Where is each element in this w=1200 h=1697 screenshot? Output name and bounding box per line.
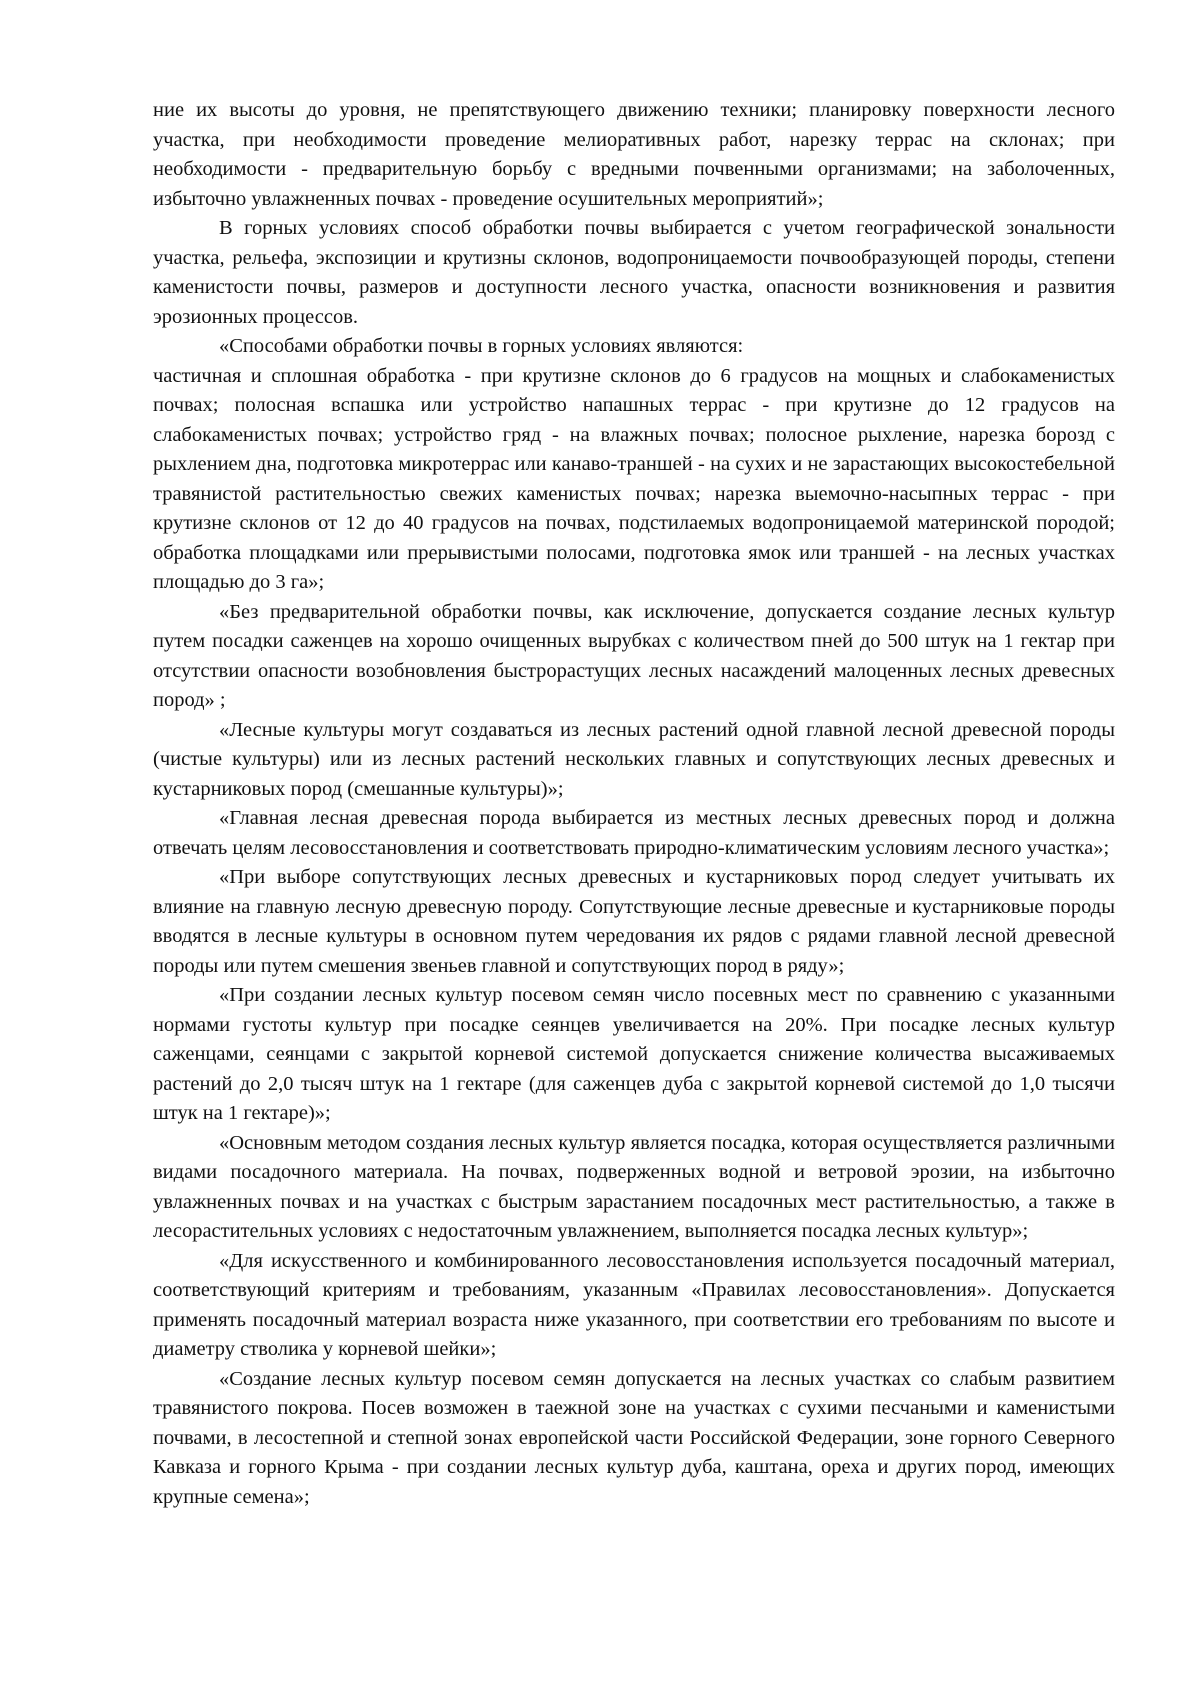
paragraph-2: В горных условиях способ обработки почвы выбирается с учетом географической зональности участка, рельефа, экспозиции и крутизны склонов, водопроницаемости почвообразующей породы, степени каменистости почвы, размеров и доступности лесного участка, опасности возникновения и развития эрозионных процессов. bbox=[153, 217, 1115, 328]
paragraph-6: «Лесные культуры могут создаваться из лесных растений одной главной лесной древесной породы (чистые культуры) или из лесных растений нескольких главных и сопутствующих лесных древесных и кустарниковых пород (смешанные культуры)»; bbox=[153, 718, 1115, 800]
paragraph-8: «При выборе сопутствующих лесных древесных и кустарниковых пород следует учитывать их влияние на главную лесную древесную породу. Сопутствующие лесные древесные и кустарниковые породы вводятся в лесные культуры в основном путем чередования их рядов с рядами главной лесной древесной породы или путем смешения звеньев главной и сопутствующих пород в ряду»; bbox=[153, 866, 1115, 977]
paragraph-3: «Способами обработки почвы в горных условиях являются: bbox=[219, 335, 744, 357]
paragraph-4: частичная и сплошная обработка - при крутизне склонов до 6 градусов на мощных и слабокаменистых почвах; полосная вспашка или устройство напашных террас - при крутизне до 12 градусов на слабокаменистых почвах; устройство гряд - на влажных почвах; полосное рыхление, нарезка борозд с рыхлением дна, подготовка микротеррас или канаво-траншей - на сухих и не зарастающих высокостебельной травянистой растительностью свежих каменистых почвах; нарезка выемочно-насыпных террас - при крутизне склонов от 12 до 40 градусов на почвах, подстилаемых водопроницаемой материнской породой; обработка площадками или прерывистыми полосами, подготовка ямок или траншей - на лесных участках площадью до 3 га»; bbox=[153, 364, 1115, 593]
document-page bbox=[153, 96, 1115, 1512]
paragraph-10: «Основным методом создания лесных культур является посадка, которая осуществляется различными видами посадочного материала. На почвах, подверженных водной и ветровой эрозии, на избыточно увлажненных почвах и на участках с быстрым зарастанием посадочных мест растительностью, а также в лесорастительных условиях с недостаточным увлажнением, выполняется посадка лесных культур»; bbox=[153, 1131, 1115, 1242]
paragraph-7: «Главная лесная древесная порода выбирается из местных лесных древесных пород и должна отвечать целям лесовосстановления и соответствовать природно-климатическим условиям лесного участка»; bbox=[153, 807, 1115, 859]
paragraph-5: «Без предварительной обработки почвы, как исключение, допускается создание лесных культур путем посадки саженцев на хорошо очищенных вырубках с количеством пней до 500 штук на 1 гектар при отсутствии опасности возобновления быстрорастущих лесных насаждений малоценных лесных древесных пород» ; bbox=[153, 600, 1115, 711]
paragraph-1: ние их высоты до уровня, не препятствующего движению техники; планировку поверхности лесного участка, при необходимости проведение мелиоративных работ, нарезку террас на склонах; при необходимости - предварительную борьбу с вредными почвенными организмами; на заболоченных, избыточно увлажненных почвах - проведение осушительных мероприятий»; bbox=[153, 99, 1115, 210]
paragraph-9: «При создании лесных культур посевом семян число посевных мест по сравнению с указанными нормами густоты культур при посадке сеянцев увеличивается на 20%. При посадке лесных культур саженцами, сеянцами с закрытой корневой системой допускается снижение количества высаживаемых растений до 2,0 тысяч штук на 1 гектаре (для саженцев дуба с закрытой корневой системой до 1,0 тысячи штук на 1 гектаре)»; bbox=[153, 984, 1115, 1124]
paragraph-12: «Создание лесных культур посевом семян допускается на лесных участках со слабым развитием травянистого покрова. Посев возможен в таежной зоне на участках с сухими песчаными и каменистыми почвами, в лесостепной и степной зонах европейской части Российской Федерации, зоне горного Северного Кавказа и горного Крыма - при создании лесных культур дуба, каштана, ореха и других пород, имеющих крупные семена»; bbox=[153, 1367, 1115, 1508]
paragraph-11: «Для искусственного и комбинированного лесовосстановления используется посадочный материал, соответствующий критериям и требованиям, указанным «Правилах лесовосстановления». Допускается применять посадочный материал возраста ниже указанного, при соответствии его требованиям по высоте и диаметру стволика у корневой шейки»; bbox=[153, 1249, 1115, 1360]
